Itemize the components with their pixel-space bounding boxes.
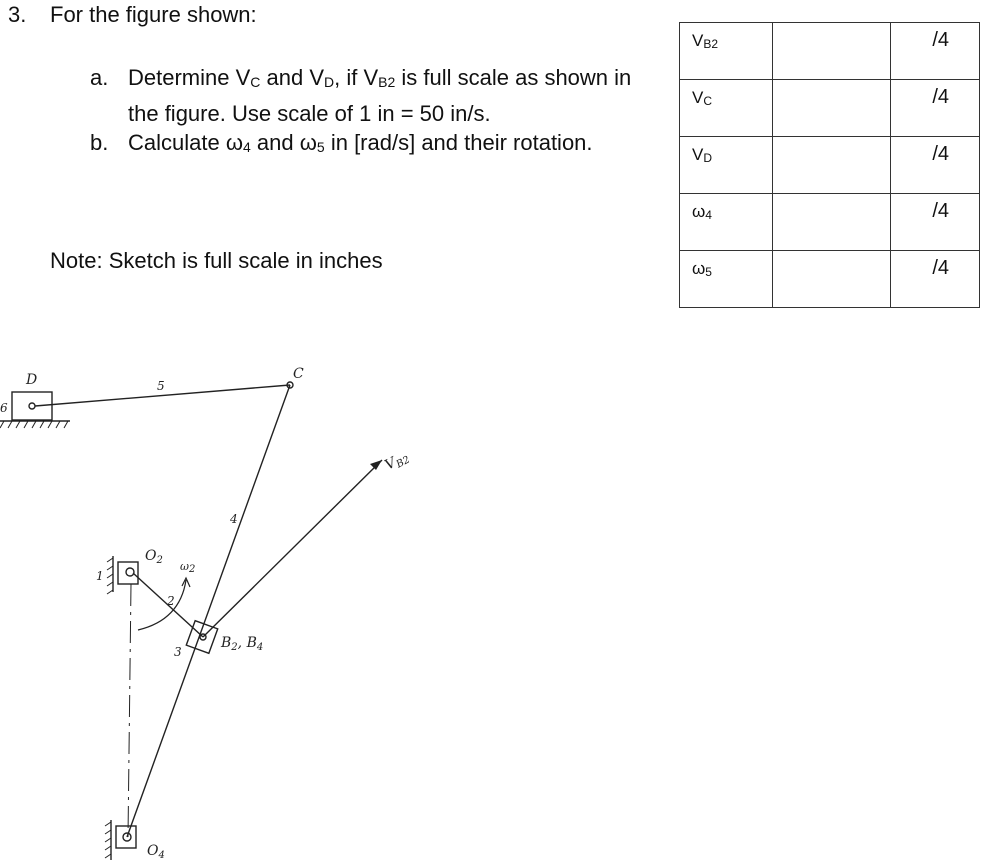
grade-blank-omega4[interactable] (773, 194, 891, 251)
label-c: C (293, 366, 304, 382)
label-link-3: 3 (174, 645, 182, 659)
label-link-2: 2 (167, 594, 175, 608)
centerline-o2-o4 (128, 584, 131, 837)
note: Note: Sketch is full scale in inches (50, 248, 383, 273)
label-o2: $O_2$ (145, 548, 163, 566)
part-b-text-3: in [rad/s] and their rotation. (324, 130, 593, 155)
label-omega2: ω2 (180, 560, 196, 575)
pin-d (29, 403, 35, 409)
grade-row-omega4 (680, 194, 980, 251)
part-a-sub-c: C (250, 74, 261, 90)
grade-row-vb2 (680, 23, 980, 80)
grade-row-vc (680, 80, 980, 137)
part-b (90, 127, 648, 163)
ground-hatch-o2 (107, 558, 113, 594)
mechanism-figure (0, 340, 520, 867)
part-a-sub-d: D (324, 74, 335, 90)
part-a-text-1: Determine V (128, 65, 251, 90)
grade-row-vd (680, 137, 980, 194)
pivot-o4 (116, 826, 136, 848)
slider-d (12, 392, 52, 420)
part-a-text-2: and V (260, 65, 325, 90)
label-d: D (26, 372, 38, 388)
pin-o2 (126, 568, 134, 576)
part-a (90, 62, 648, 130)
label-link-4: 4 (230, 512, 238, 526)
grade-label-vd: $V_D$ (680, 137, 773, 194)
grade-table (679, 22, 980, 308)
part-a-letter: a. (90, 65, 109, 90)
part-b-sub-5: 5 (316, 139, 325, 155)
label-b2-b4: $B_2$, $B_4$ (221, 635, 264, 653)
grade-label-omega4: $\omega_4$ (680, 194, 773, 251)
grade-score-vd: /4 (891, 137, 980, 194)
grade-blank-vb2[interactable] (773, 23, 891, 80)
vb2-vector (203, 460, 382, 637)
label-ground-1: 1 (96, 569, 104, 583)
grade-blank-vd[interactable] (773, 137, 891, 194)
grade-score-omega5: /4 (891, 251, 980, 308)
link-4 (127, 385, 290, 837)
ground-hatch-o4 (105, 822, 111, 858)
grade-blank-omega5[interactable] (773, 251, 891, 308)
label-o4: $O_4$ (147, 843, 165, 861)
grade-label-omega5: $\omega_5$ (680, 251, 773, 308)
pivot-o2 (118, 562, 138, 584)
omega2-arc (138, 580, 186, 630)
grade-score-vc: /4 (891, 80, 980, 137)
grade-score-omega4: /4 (891, 194, 980, 251)
question-title: For the figure shown: (50, 2, 257, 27)
grade-row-omega5 (680, 251, 980, 308)
part-a-text-4: is full scale as shown in the figure. Use scale of 1 in = 50 in/s. (128, 65, 632, 126)
part-b-sub-4: 4 (243, 139, 251, 155)
label-link-5: 5 (157, 379, 165, 393)
ground-hatch-d (0, 421, 68, 428)
part-a-sub-b2: B2 (378, 74, 396, 90)
label-vb2: $V_{B2}$ (382, 454, 412, 474)
part-b-text-2: and ω (250, 130, 317, 155)
part-b-text-1: Calculate ω (128, 130, 244, 155)
vb2-arrowhead (370, 460, 382, 470)
part-a-text-3: , if V (334, 65, 379, 90)
label-ground-6: 6 (0, 401, 8, 415)
grade-score-vb2: /4 (891, 23, 980, 80)
part-b-letter: b. (90, 130, 109, 155)
grade-blank-vc[interactable] (773, 80, 891, 137)
question-number: 3. (8, 2, 27, 27)
grade-label-vb2: $V_{B2}$ (680, 23, 773, 80)
grade-label-vc: $V_C$ (680, 80, 773, 137)
